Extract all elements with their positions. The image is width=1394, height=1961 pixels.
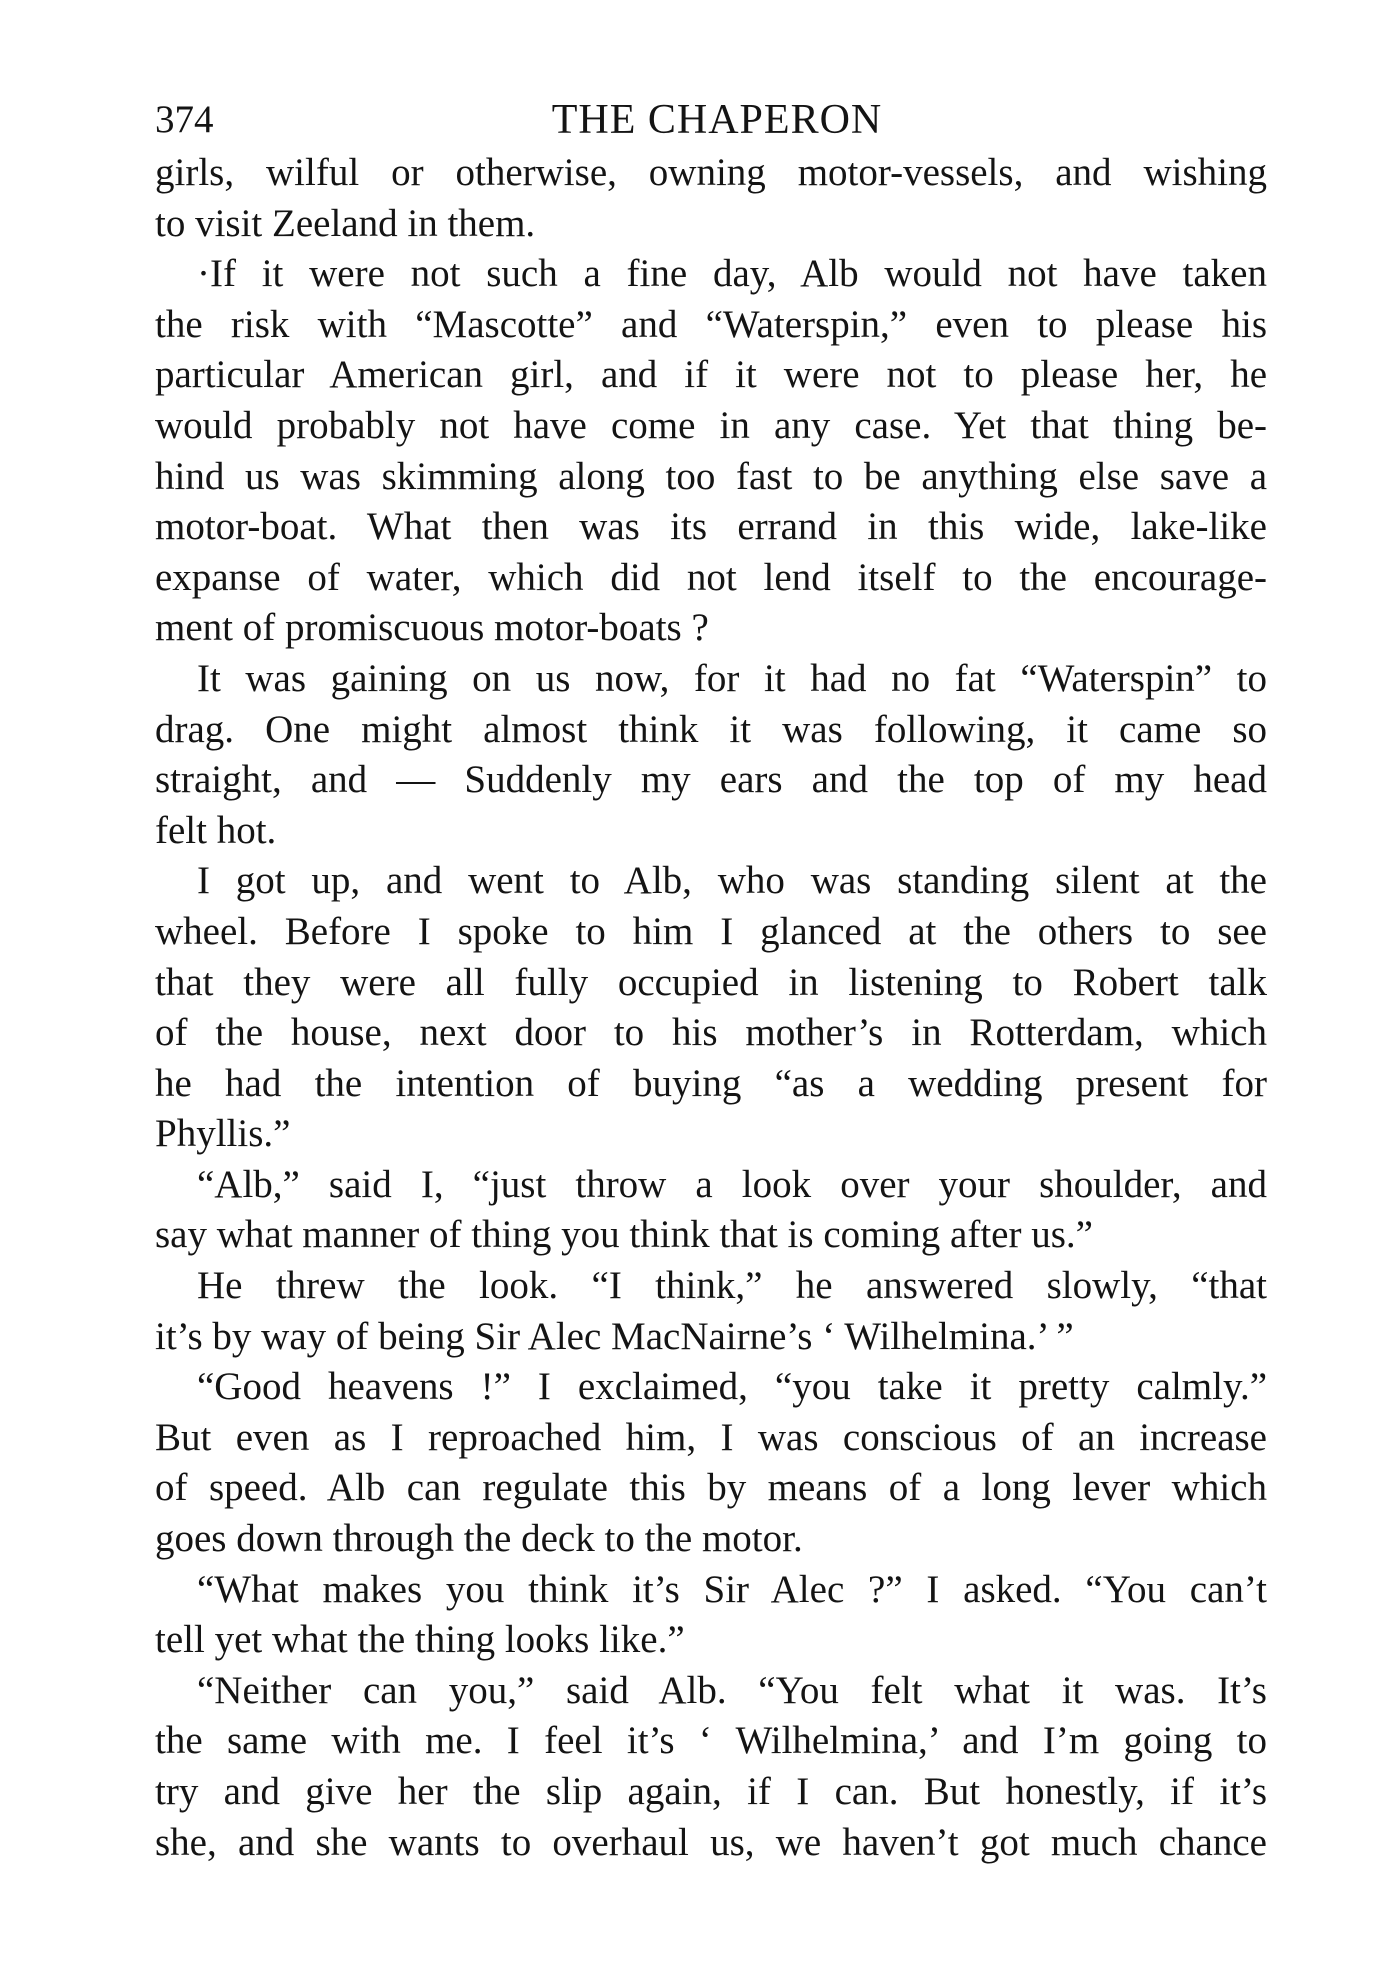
text-line: wheel. Before I spoke to him I glanced at the others to see: [155, 909, 1267, 953]
text-line: He threw the look. “I think,” he answered slowly, “that: [197, 1264, 1267, 1308]
text-line: Phyllis.”: [155, 1112, 291, 1156]
text-line: she, and she wants to overhaul us, we haven’t got much chance: [155, 1820, 1267, 1864]
text-line: ·If it were not such a fine day, Alb would not have taken: [197, 252, 1267, 296]
text-line: felt hot.: [155, 808, 277, 852]
page-header: [155, 92, 1267, 148]
text-line: “Neither can you,” said Alb. “You felt what it was. It’s: [197, 1668, 1267, 1712]
text-line: of speed. Alb can regulate this by means of a long lever which: [155, 1466, 1267, 1510]
body-text: [155, 148, 1267, 1868]
text-line: goes down through the deck to the motor.: [155, 1517, 803, 1561]
text-line: of the house, next door to his mother’s in Rotterdam, which: [155, 1011, 1267, 1055]
text-line: motor-boat. What then was its errand in this wide, lake-like: [155, 505, 1267, 549]
running-title: THE CHAPERON: [551, 97, 883, 143]
text-line: But even as I reproached him, I was conscious of an increase: [155, 1415, 1267, 1459]
text-line: tell yet what the thing looks like.”: [155, 1618, 685, 1662]
text-line: would probably not have come in any case. Yet that thing be-: [155, 403, 1267, 447]
text-line: ment of promiscuous motor-boats ?: [155, 606, 709, 650]
text-line: he had the intention of buying “as a wedding present for: [155, 1061, 1267, 1105]
text-line: “What makes you think it’s Sir Alec ?” I asked. “You can’t: [197, 1567, 1267, 1611]
text-line: hind us was skimming along too fast to be anything else save a: [155, 454, 1267, 498]
book-page: [155, 92, 1267, 1868]
text-line: the risk with “Mascotte” and “Waterspin,” even to please his: [155, 302, 1267, 346]
text-line: straight, and — Suddenly my ears and the top of my head: [155, 758, 1267, 802]
text-line: expanse of water, which did not lend itself to the encourage-: [155, 555, 1267, 599]
text-line: drag. One might almost think it was following, it came so: [155, 707, 1267, 751]
text-line: to visit Zeeland in them.: [155, 201, 536, 245]
text-line: I got up, and went to Alb, who was standing silent at the: [197, 859, 1267, 903]
text-line: that they were all fully occupied in listening to Robert talk: [155, 960, 1267, 1004]
page-number: 374: [155, 98, 214, 141]
text-line: It was gaining on us now, for it had no fat “Waterspin” to: [197, 656, 1267, 700]
text-line: “Alb,” said I, “just throw a look over your shoulder, and: [197, 1162, 1267, 1206]
text-line: particular American girl, and if it were not to please her, he: [155, 353, 1267, 397]
text-line: say what manner of thing you think that is coming after us.”: [155, 1213, 1093, 1257]
text-line: try and give her the slip again, if I can. But honestly, if it’s: [155, 1770, 1267, 1813]
text-line: girls, wilful or otherwise, owning motor-vessels, and wishing: [155, 151, 1267, 194]
text-line: it’s by way of being Sir Alec MacNairne’s ‘ Wilhelmina.’ ”: [155, 1314, 1074, 1358]
text-line: “Good heavens !” I exclaimed, “you take it pretty calmly.”: [197, 1365, 1267, 1409]
text-line: the same with me. I feel it’s ‘ Wilhelmina,’ and I’m going to: [155, 1719, 1267, 1763]
